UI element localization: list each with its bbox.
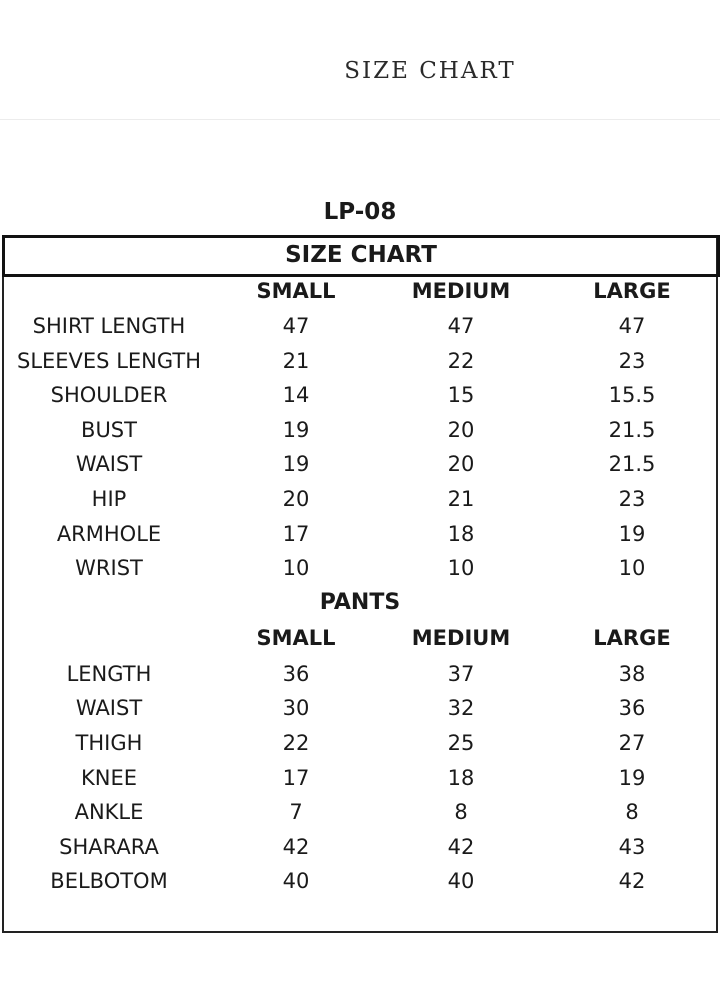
cell-large: 38 xyxy=(618,662,646,686)
row-label: LENGTH xyxy=(66,662,152,686)
pants-column-header xyxy=(0,626,720,656)
table-row xyxy=(0,522,720,552)
row-label: BUST xyxy=(81,418,137,442)
cell-medium: 37 xyxy=(447,662,475,686)
table-row xyxy=(0,766,720,796)
row-label: SHIRT LENGTH xyxy=(32,314,186,338)
cell-small: 19 xyxy=(282,418,310,442)
cell-medium: 32 xyxy=(447,696,475,720)
cell-large: 23 xyxy=(618,487,646,511)
column-header-large: LARGE xyxy=(593,279,671,303)
table-title-box xyxy=(2,235,720,277)
pants-section-title: PANTS xyxy=(319,590,401,615)
row-label: ANKLE xyxy=(74,800,144,824)
cell-small: 17 xyxy=(282,766,310,790)
cell-small: 21 xyxy=(282,349,310,373)
cell-medium: 47 xyxy=(447,314,475,338)
cell-medium: 8 xyxy=(454,800,468,824)
cell-large: 19 xyxy=(618,522,646,546)
cell-large: 10 xyxy=(618,556,646,580)
cell-small: 20 xyxy=(282,487,310,511)
table-row xyxy=(0,383,720,413)
row-label: THIGH xyxy=(75,731,143,755)
product-code: LP-08 xyxy=(323,199,397,225)
column-header-medium: MEDIUM xyxy=(411,279,511,303)
cell-small: 14 xyxy=(282,383,310,407)
row-label: WAIST xyxy=(75,452,143,476)
cell-large: 23 xyxy=(618,349,646,373)
cell-small: 40 xyxy=(282,869,310,893)
cell-small: 10 xyxy=(282,556,310,580)
cell-small: 7 xyxy=(289,800,303,824)
cell-small: 22 xyxy=(282,731,310,755)
cell-large: 15.5 xyxy=(608,383,656,407)
row-label: SHARARA xyxy=(59,835,159,859)
cell-small: 36 xyxy=(282,662,310,686)
cell-medium: 18 xyxy=(447,766,475,790)
cell-small: 19 xyxy=(282,452,310,476)
column-header-small: SMALL xyxy=(256,279,336,303)
row-label: SHOULDER xyxy=(50,383,168,407)
cell-medium: 22 xyxy=(447,349,475,373)
cell-small: 30 xyxy=(282,696,310,720)
row-label: HIP xyxy=(91,487,127,511)
table-row xyxy=(0,835,720,865)
shirt-column-header xyxy=(0,279,720,309)
row-label: BELBOTOM xyxy=(50,869,168,893)
cell-medium: 40 xyxy=(447,869,475,893)
row-label: SLEEVES LENGTH xyxy=(16,349,202,373)
table-row xyxy=(0,349,720,379)
cell-medium: 18 xyxy=(447,522,475,546)
row-label: ARMHOLE xyxy=(56,522,162,546)
table-row xyxy=(0,452,720,482)
column-header-medium: MEDIUM xyxy=(411,626,511,650)
table-row xyxy=(0,696,720,726)
cell-large: 42 xyxy=(618,869,646,893)
row-label: WAIST xyxy=(75,696,143,720)
cell-large: 21.5 xyxy=(608,452,656,476)
column-header-large: LARGE xyxy=(593,626,671,650)
cell-large: 8 xyxy=(625,800,639,824)
cell-large: 21.5 xyxy=(608,418,656,442)
cell-small: 42 xyxy=(282,835,310,859)
cell-medium: 15 xyxy=(447,383,475,407)
cell-large: 27 xyxy=(618,731,646,755)
table-row xyxy=(0,418,720,448)
cell-large: 19 xyxy=(618,766,646,790)
heading-divider xyxy=(0,119,720,120)
cell-medium: 25 xyxy=(447,731,475,755)
table-row xyxy=(0,314,720,344)
cell-medium: 20 xyxy=(447,452,475,476)
cell-medium: 10 xyxy=(447,556,475,580)
cell-small: 47 xyxy=(282,314,310,338)
table-row xyxy=(0,731,720,761)
table-title: SIZE CHART xyxy=(285,242,437,268)
cell-medium: 42 xyxy=(447,835,475,859)
table-row xyxy=(0,800,720,830)
cell-large: 47 xyxy=(618,314,646,338)
cell-medium: 20 xyxy=(447,418,475,442)
table-row xyxy=(0,869,720,899)
cell-large: 36 xyxy=(618,696,646,720)
cell-large: 43 xyxy=(618,835,646,859)
page-heading: SIZE CHART xyxy=(344,58,516,84)
column-header-small: SMALL xyxy=(256,626,336,650)
table-row xyxy=(0,487,720,517)
row-label: KNEE xyxy=(80,766,138,790)
table-row xyxy=(0,556,720,586)
table-row xyxy=(0,662,720,692)
cell-medium: 21 xyxy=(447,487,475,511)
row-label: WRIST xyxy=(75,556,143,580)
cell-small: 17 xyxy=(282,522,310,546)
